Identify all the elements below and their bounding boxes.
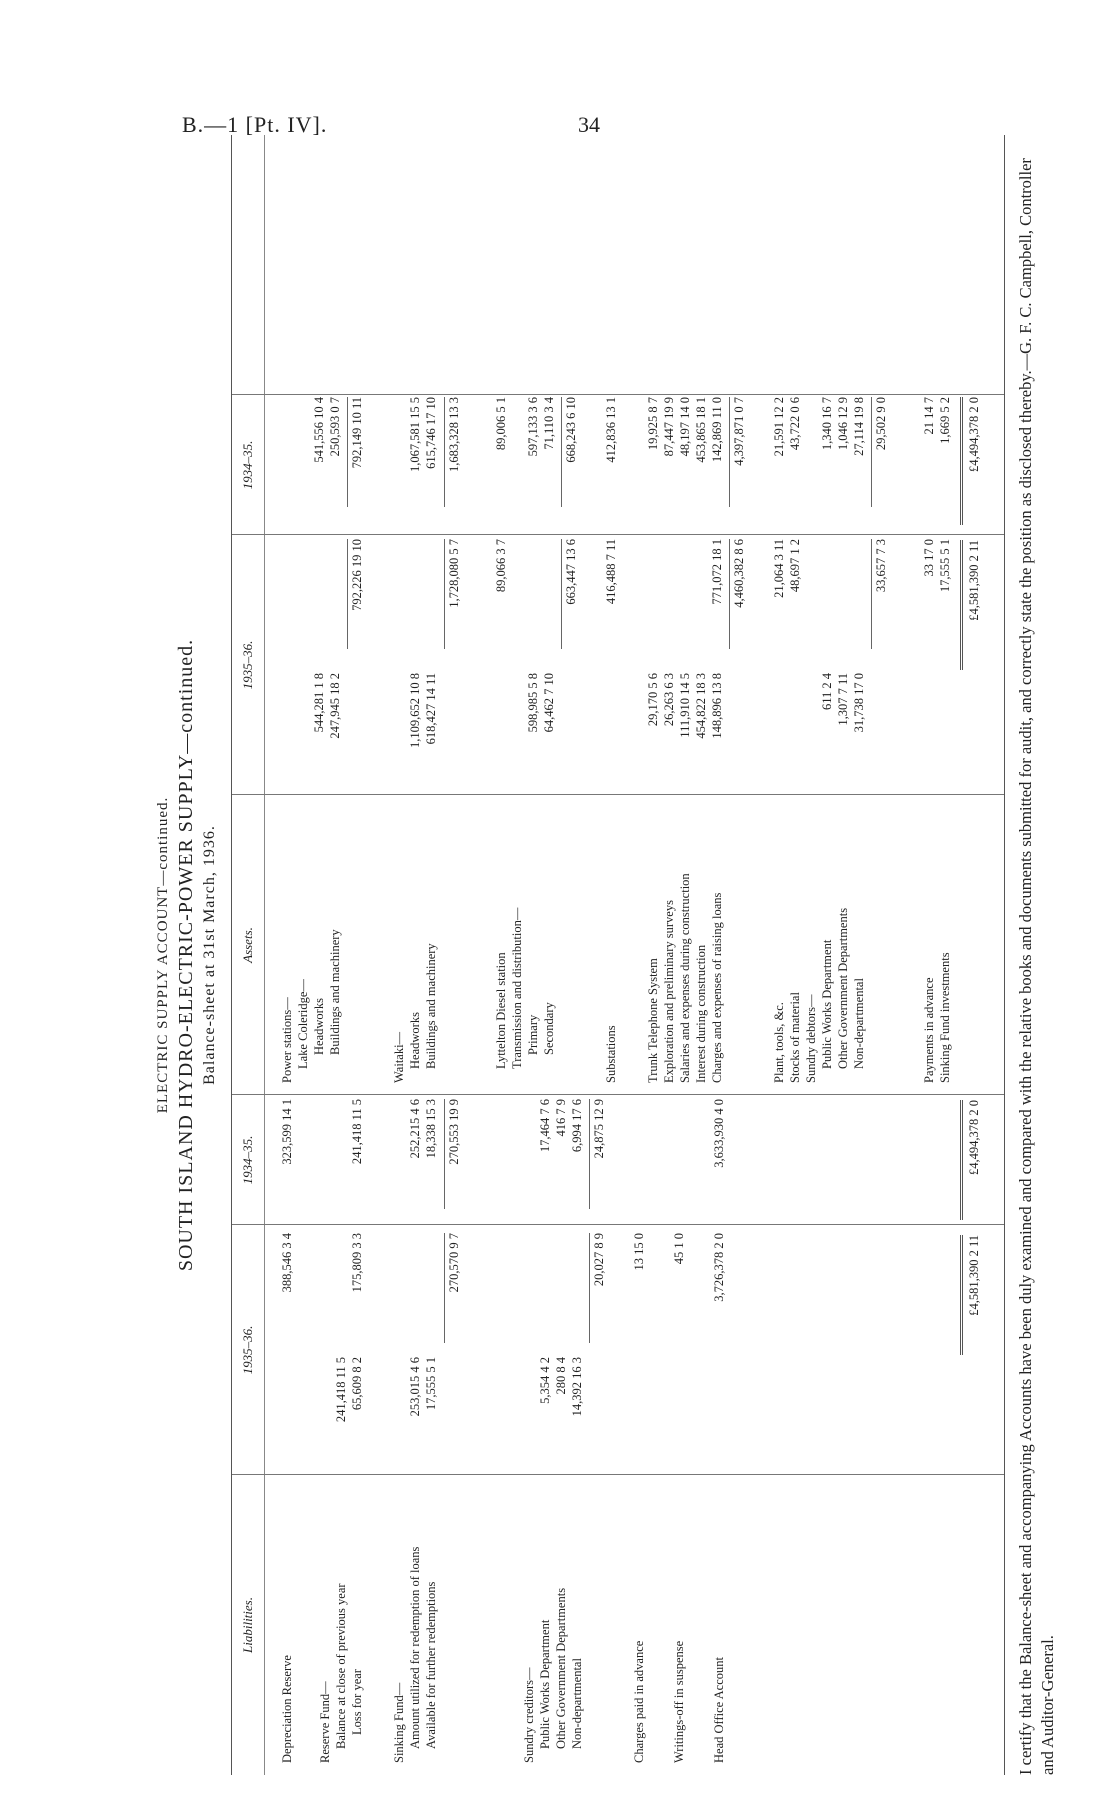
rotated-balance-sheet [155,135,1085,1775]
assets-total-1936: £4,581,390 2 11 [967,540,981,621]
asset-value-b: 4,460,382 8 6 [732,539,746,608]
asset-row-label: Stocks of material [788,992,802,1083]
liability-value-b: 20,027 8 9 [592,1233,606,1287]
asset-row-label: Sinking Fund investments [938,952,952,1083]
asset-value-b: 33 17 0 [922,539,936,577]
liability-value-a: 253,015 4 6 [408,1357,422,1417]
liability-value-c: 252,215 4 6 [408,1099,422,1159]
asset-row-label: Interest during construction [694,944,708,1083]
asset-row-label: Buildings and machinery [424,943,438,1069]
liability-value-b: 45 1 0 [672,1233,686,1265]
asset-value-c: 597,133 3 6 [526,397,540,457]
asset-subtotal-rule [729,397,730,507]
asset-value-c: 541,556 10 4 [312,397,326,463]
asset-1935-heading: 1934–35. [240,440,255,490]
asset-row-label: Salaries and expenses during construction [678,873,692,1083]
asset-row-label: Non-departmental [852,978,866,1069]
asset-row-label: Waitaki— [392,1031,406,1083]
liability-row-label: Amount utilized for redemption of loans [408,1546,422,1749]
liab-1935-heading: 1934–35. [240,1135,255,1185]
asset-value-b: 21,064 3 11 [772,539,786,598]
asset-row-label: Headworks [408,1012,422,1069]
asset-value-c: 1,683,328 13 3 [447,397,461,472]
asset-value-a: 611 2 4 [820,673,834,711]
asset-subtotal-rule [561,539,562,649]
liability-row-label: Public Works Department [538,1619,552,1749]
liability-row-label: Head Office Account [712,1657,726,1763]
page-header [0,0,1114,140]
liability-row-label: Loss for year [350,1669,364,1735]
asset-row-label: Trunk Telephone System [646,958,660,1083]
liability-value-a: 241,418 11 5 [334,1357,348,1423]
liability-value-c: 416 7 9 [554,1099,568,1137]
asset-value-a: 29,170 5 6 [646,673,660,727]
balance-sheet-title: Balance-sheet at 31st March, 1936. [201,825,218,1085]
assets-heading: Assets. [240,927,255,963]
asset-value-c: 48,197 14 0 [678,397,692,457]
asset-value-c: 1,669 5 2 [938,397,952,444]
asset-row-label: Headworks [312,998,326,1055]
asset-value-c: 1,067,581 15 5 [408,397,422,472]
asset-row-label: Public Works Department [820,939,834,1069]
liability-row-label: Available for further redemptions [424,1581,438,1749]
asset-value-c: 89,006 5 1 [494,397,508,451]
asset-row-label: Lyttelton Diesel station [494,952,508,1069]
asset-subtotal-rule [347,539,348,649]
asset-value-c: 1,046 12 9 [836,397,850,451]
liability-value-c: 18,338 15 3 [424,1099,438,1159]
asset-subtotal-rule [561,397,562,507]
asset-row-label: Other Government Departments [836,907,850,1069]
asset-value-c: 21,591 12 2 [772,397,786,457]
liability-value-c: 241,418 11 5 [350,1099,364,1165]
asset-value-c: 43,722 0 6 [788,397,802,451]
liability-value-c: 3,633,930 4 0 [712,1099,726,1168]
liability-row-label: Non-departmental [570,1658,584,1749]
asset-subtotal-rule [444,539,445,649]
liabilities-total-1936: £4,581,390 2 11 [967,1235,981,1316]
asset-row-label: Charges and expenses of raising loans [710,892,724,1083]
liability-value-a: 65,609 8 2 [350,1357,364,1411]
asset-value-c: 615,746 17 10 [424,397,438,469]
asset-subtotal-rule [729,539,730,649]
asset-value-a: 31,738 17 0 [852,673,866,733]
asset-row-label: Power stations— [280,997,294,1083]
asset-value-b: 663,447 13 6 [564,539,578,605]
asset-value-a: 598,985 5 8 [526,673,540,733]
asset-row-label: Buildings and machinery [328,929,342,1055]
liability-row-label: Sinking Fund— [392,1682,406,1763]
assets-total-1935: £4,494,378 2 0 [967,397,981,472]
liability-value-a: 17,555 5 1 [424,1357,438,1411]
asset-value-b: 89,066 3 7 [494,539,508,593]
liab-1936-heading: 1935–36. [240,1325,255,1375]
asset-subtotal-rule [444,397,445,507]
asset-value-c: 4,397,871 0 7 [732,397,746,466]
balance-sheet-table [231,135,1005,1775]
asset-subtotal-rule [871,539,872,649]
liability-row-label: Charges paid in advance [632,1640,646,1763]
asset-value-a: 1,109,652 10 8 [408,673,422,748]
page-number: 34 [578,112,600,137]
asset-value-a: 454,822 18 3 [694,673,708,739]
liability-value-c: 24,875 12 9 [592,1099,606,1159]
asset-subtotal-rule [347,397,348,507]
liability-value-b: 13 15 0 [632,1233,646,1271]
asset-value-a: 247,945 18 2 [328,673,342,739]
liability-row-label: Other Government Departments [554,1587,568,1749]
asset-row-label: Lake Coleridge— [296,979,310,1069]
liability-value-a: 5,354 4 2 [538,1357,552,1404]
asset-value-a: 148,896 13 8 [710,673,724,739]
liability-value-c: 270,553 19 9 [447,1099,461,1165]
asset-value-c: 142,869 11 0 [710,397,724,463]
asset-value-c: 27,114 19 8 [852,397,866,456]
asset-value-c: 668,243 6 10 [564,397,578,463]
document-reference: B.—1 [Pt. IV]. [182,112,328,137]
asset-row-label: Payments in advance [922,977,936,1083]
liabilities-heading: Liabilities. [240,1597,255,1653]
liability-row-label: Writings-off in suspense [672,1640,686,1763]
liability-row-label: Depreciation Reserve [280,1655,294,1763]
asset-value-b: 771,072 18 1 [710,539,724,605]
asset-value-c: 71,110 3 4 [542,397,556,450]
liability-subtotal-rule [589,1233,590,1343]
liability-value-c: 6,994 17 6 [570,1099,584,1153]
asset-value-c: 21 14 7 [922,397,936,435]
asset-value-c: 19,925 8 7 [646,397,660,451]
liability-value-b: 270,570 9 7 [447,1233,461,1293]
asset-row-label: Transmission and distribution— [510,907,524,1069]
liability-value-c: 17,464 7 6 [538,1099,552,1153]
liability-subtotal-rule [444,1233,445,1343]
liability-row-label: Reserve Fund— [318,1681,332,1763]
asset-row-label: Sundry debtors— [804,994,818,1083]
asset-value-a: 1,307 7 11 [836,673,850,726]
asset-row-label: Substations [604,1025,618,1083]
asset-value-c: 1,340 16 7 [820,397,834,451]
asset-value-b: 416,488 7 11 [604,539,618,605]
liability-subtotal-rule [589,1099,590,1209]
liabilities-total-1935: £4,494,378 2 0 [967,1100,981,1175]
asset-value-c: 29,502 9 0 [874,397,888,451]
asset-subtotal-rule [871,397,872,507]
asset-value-c: 412,836 13 1 [604,397,618,463]
asset-value-c: 453,865 18 1 [694,397,708,463]
auditor-certificate: I certify that the Balance-sheet and accompanying Accounts have been duly examined and compared with the relative books and documents submitted for audit, and correctly state the position as disclosed thereby.—G. F. C. Campbell, Controller and Auditor-General. [1016,158,1057,1775]
supply-title: SOUTH ISLAND HYDRO-ELECTRIC-POWER SUPPLY—continued. [175,638,197,1272]
asset-value-b: 792,226 19 10 [350,539,364,611]
asset-value-c: 792,149 10 11 [350,397,364,469]
asset-value-b: 48,697 1 2 [788,539,802,593]
asset-value-b: 17,555 5 1 [938,539,952,593]
liability-value-b: 388,546 3 4 [280,1233,294,1293]
asset-value-a: 618,427 14 11 [424,673,438,745]
asset-value-b: 1,728,080 5 7 [447,539,461,608]
liability-value-a: 280 8 4 [554,1357,568,1395]
asset-value-a: 111,910 14 5 [678,673,692,738]
account-title: ELECTRIC SUPPLY ACCOUNT—continued. [155,796,171,1114]
liability-value-b: 175,809 3 3 [350,1233,364,1293]
liability-value-c: 323,599 14 1 [280,1099,294,1165]
asset-row-label: Plant, tools, &c. [772,1002,786,1083]
liability-row-label: Balance at close of previous year [334,1583,348,1749]
asset-row-label: Exploration and preliminary surveys [662,900,676,1083]
asset-value-a: 26,263 6 3 [662,673,676,727]
asset-row-label: Primary [526,1014,540,1055]
liability-value-a: 14,392 16 3 [570,1357,584,1417]
liability-subtotal-rule [444,1099,445,1209]
liability-row-label: Sundry creditors— [522,1667,536,1763]
asset-value-b: 33,657 7 3 [874,539,888,593]
asset-1936-heading: 1935–36. [240,640,255,690]
asset-value-a: 544,281 1 8 [312,673,326,733]
asset-value-c: 250,593 0 7 [328,397,342,457]
asset-value-a: 64,462 7 10 [542,673,556,733]
asset-value-c: 87,447 19 9 [662,397,676,457]
asset-row-label: Secondary [542,1002,556,1055]
liability-value-b: 3,726,378 2 0 [712,1233,726,1302]
